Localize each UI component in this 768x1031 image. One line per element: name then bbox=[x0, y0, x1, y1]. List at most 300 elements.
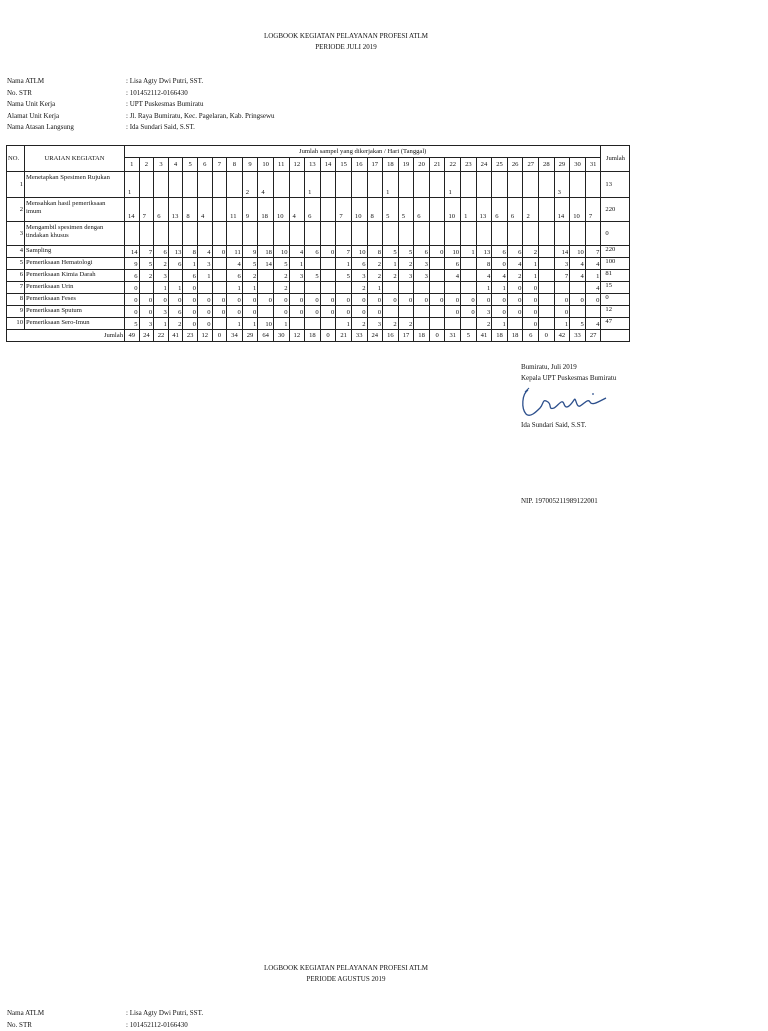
day-cell bbox=[523, 318, 539, 330]
day-value: 9 bbox=[253, 249, 256, 256]
day-cell bbox=[523, 172, 539, 198]
day-cell bbox=[523, 222, 539, 246]
day-cell bbox=[539, 270, 555, 282]
day-value: 0 bbox=[331, 249, 334, 256]
day-cell bbox=[429, 258, 445, 270]
day-number: 27 bbox=[523, 158, 539, 172]
day-value: 13 bbox=[172, 213, 179, 220]
day-value: 6 bbox=[308, 213, 311, 220]
day-cell bbox=[414, 294, 430, 306]
day-cell bbox=[336, 222, 352, 246]
day-total: 0 bbox=[212, 330, 227, 342]
day-value: 0 bbox=[163, 297, 166, 304]
day-cell bbox=[227, 318, 243, 330]
day-cell bbox=[554, 198, 570, 222]
day-cell bbox=[476, 270, 492, 282]
day-cell bbox=[258, 172, 274, 198]
activity-name-cell bbox=[25, 282, 125, 294]
day-cell bbox=[367, 198, 383, 222]
row-total-value: 15 bbox=[605, 282, 612, 289]
day-cell bbox=[168, 258, 183, 270]
day-cell bbox=[351, 318, 367, 330]
day-cell bbox=[507, 222, 523, 246]
day-cell bbox=[139, 172, 154, 198]
day-cell bbox=[429, 270, 445, 282]
day-cell bbox=[154, 294, 169, 306]
day-cell bbox=[492, 306, 508, 318]
info-label: No. STR bbox=[7, 1020, 32, 1031]
day-value: 6 bbox=[417, 213, 420, 220]
day-value: 1 bbox=[163, 285, 166, 292]
day-value: 1 bbox=[534, 261, 537, 268]
day-cell bbox=[212, 246, 227, 258]
day-cell bbox=[461, 172, 477, 198]
day-cell bbox=[183, 318, 198, 330]
day-cell bbox=[336, 306, 352, 318]
day-cell bbox=[367, 246, 383, 258]
row-number-cell bbox=[7, 306, 25, 318]
day-value: 0 bbox=[237, 297, 240, 304]
day-total: 18 bbox=[414, 330, 430, 342]
day-total: 64 bbox=[258, 330, 274, 342]
day-number: 1 bbox=[125, 158, 140, 172]
day-cell bbox=[414, 246, 430, 258]
day-cell bbox=[258, 246, 274, 258]
activity-name: Pemeriksaan Sputum bbox=[26, 307, 124, 315]
row-number: 5 bbox=[20, 259, 23, 266]
day-cell bbox=[336, 282, 352, 294]
day-total: 29 bbox=[242, 330, 258, 342]
day-value: 0 bbox=[471, 297, 474, 304]
day-value: 6 bbox=[134, 273, 137, 280]
day-value: 8 bbox=[193, 249, 196, 256]
day-cell bbox=[383, 306, 399, 318]
activity-name-cell bbox=[25, 258, 125, 270]
table-row bbox=[7, 172, 630, 198]
day-value: 5 bbox=[315, 273, 318, 280]
day-cell bbox=[336, 246, 352, 258]
day-value: 0 bbox=[253, 297, 256, 304]
day-number: 16 bbox=[351, 158, 367, 172]
day-cell bbox=[197, 306, 212, 318]
day-value: 6 bbox=[503, 249, 506, 256]
day-total: 30 bbox=[273, 330, 289, 342]
day-value: 2 bbox=[518, 273, 521, 280]
row-total bbox=[601, 198, 630, 222]
day-cell bbox=[258, 258, 274, 270]
day-value: 18 bbox=[261, 213, 268, 220]
day-value: 0 bbox=[596, 297, 599, 304]
day-cell bbox=[570, 318, 586, 330]
day-cell bbox=[351, 258, 367, 270]
day-number: 5 bbox=[183, 158, 198, 172]
day-cell bbox=[429, 222, 445, 246]
day-total: 41 bbox=[476, 330, 492, 342]
day-cell bbox=[461, 198, 477, 222]
day-cell bbox=[258, 222, 274, 246]
day-cell bbox=[168, 172, 183, 198]
info-value: : UPT Puskesmas Bumiratu bbox=[126, 99, 203, 111]
day-cell bbox=[367, 222, 383, 246]
activity-name: Pemeriksaan Feses bbox=[26, 295, 124, 303]
day-cell bbox=[242, 306, 258, 318]
day-total: 33 bbox=[351, 330, 367, 342]
day-cell bbox=[125, 306, 140, 318]
day-cell bbox=[258, 282, 274, 294]
day-value: 6 bbox=[518, 249, 521, 256]
day-value: 1 bbox=[448, 189, 451, 196]
day-value: 3 bbox=[163, 309, 166, 316]
row-number-cell bbox=[7, 258, 25, 270]
day-cell bbox=[351, 198, 367, 222]
day-value: 0 bbox=[534, 321, 537, 328]
day-cell bbox=[273, 294, 289, 306]
day-value: 2 bbox=[362, 321, 365, 328]
day-cell bbox=[398, 222, 414, 246]
day-cell bbox=[429, 198, 445, 222]
day-cell bbox=[383, 294, 399, 306]
day-total: 12 bbox=[289, 330, 305, 342]
day-cell bbox=[383, 222, 399, 246]
day-cell bbox=[507, 318, 523, 330]
day-value: 3 bbox=[207, 261, 210, 268]
day-cell bbox=[351, 294, 367, 306]
row-total-value: 100 bbox=[605, 258, 615, 265]
day-value: 5 bbox=[402, 213, 405, 220]
day-number: 6 bbox=[197, 158, 212, 172]
day-cell bbox=[320, 270, 336, 282]
day-value: 1 bbox=[253, 285, 256, 292]
day-cell bbox=[320, 246, 336, 258]
day-value: 1 bbox=[237, 285, 240, 292]
day-value: 3 bbox=[425, 261, 428, 268]
day-cell bbox=[197, 270, 212, 282]
day-value: 0 bbox=[193, 285, 196, 292]
day-value: 6 bbox=[178, 261, 181, 268]
row-total bbox=[601, 294, 630, 306]
day-cell bbox=[429, 282, 445, 294]
day-cell bbox=[492, 246, 508, 258]
day-cell bbox=[125, 294, 140, 306]
day-value: 10 bbox=[265, 321, 272, 328]
day-cell bbox=[336, 172, 352, 198]
day-cell bbox=[305, 282, 321, 294]
col-header-uraian: URAIAN KEGIATAN bbox=[25, 146, 125, 172]
day-value: 0 bbox=[503, 309, 506, 316]
day-cell bbox=[398, 246, 414, 258]
day-cell bbox=[585, 246, 601, 258]
day-value: 3 bbox=[565, 261, 568, 268]
day-cell bbox=[273, 258, 289, 270]
day-value: 0 bbox=[565, 297, 568, 304]
signature-scribble bbox=[518, 386, 610, 420]
day-cell bbox=[476, 282, 492, 294]
day-cell bbox=[125, 198, 140, 222]
day-cell bbox=[154, 198, 169, 222]
day-cell bbox=[570, 198, 586, 222]
day-cell bbox=[168, 282, 183, 294]
day-value: 1 bbox=[237, 321, 240, 328]
row-number: 2 bbox=[20, 206, 23, 213]
info-label: Alamat Unit Kerja bbox=[7, 111, 59, 123]
day-value: 8 bbox=[487, 261, 490, 268]
day-cell bbox=[585, 258, 601, 270]
day-total: 12 bbox=[197, 330, 212, 342]
day-cell bbox=[523, 282, 539, 294]
day-cell bbox=[367, 294, 383, 306]
row-total-value: 0 bbox=[605, 294, 608, 301]
row-number: 4 bbox=[20, 247, 23, 254]
day-total: 27 bbox=[585, 330, 601, 342]
day-cell bbox=[183, 294, 198, 306]
day-cell bbox=[383, 282, 399, 294]
day-value: 7 bbox=[565, 273, 568, 280]
day-cell bbox=[554, 246, 570, 258]
day-cell bbox=[154, 172, 169, 198]
day-cell bbox=[227, 246, 243, 258]
day-cell bbox=[539, 294, 555, 306]
day-value: 7 bbox=[149, 249, 152, 256]
row-number: 9 bbox=[20, 307, 23, 314]
day-value: 0 bbox=[565, 309, 568, 316]
day-cell bbox=[539, 306, 555, 318]
day-cell bbox=[414, 306, 430, 318]
day-value: 1 bbox=[300, 261, 303, 268]
day-cell bbox=[523, 294, 539, 306]
day-cell bbox=[227, 172, 243, 198]
day-value: 2 bbox=[378, 273, 381, 280]
day-cell bbox=[242, 172, 258, 198]
day-value: 0 bbox=[534, 285, 537, 292]
totals-row bbox=[7, 330, 630, 342]
day-cell bbox=[414, 198, 430, 222]
day-number: 20 bbox=[414, 158, 430, 172]
table-row bbox=[7, 282, 630, 294]
activity-name-cell bbox=[25, 198, 125, 222]
day-value: 4 bbox=[261, 189, 264, 196]
day-cell bbox=[570, 172, 586, 198]
day-cell bbox=[414, 270, 430, 282]
day-value: 4 bbox=[237, 261, 240, 268]
day-cell bbox=[414, 258, 430, 270]
day-value: 3 bbox=[425, 273, 428, 280]
day-cell bbox=[476, 318, 492, 330]
day-total: 17 bbox=[398, 330, 414, 342]
day-number: 10 bbox=[258, 158, 274, 172]
row-total-value: 220 bbox=[605, 246, 615, 253]
day-cell bbox=[289, 198, 305, 222]
day-value: 7 bbox=[596, 249, 599, 256]
page2-period: PERIODE AGUSTUS 2019 bbox=[0, 974, 692, 984]
day-cell bbox=[539, 318, 555, 330]
row-total-value: 47 bbox=[605, 318, 612, 325]
day-total: 41 bbox=[168, 330, 183, 342]
row-total-value: 0 bbox=[605, 230, 608, 237]
day-cell bbox=[168, 198, 183, 222]
day-value: 2 bbox=[487, 321, 490, 328]
day-value: 4 bbox=[487, 273, 490, 280]
day-cell bbox=[461, 306, 477, 318]
day-value: 3 bbox=[378, 321, 381, 328]
day-cell bbox=[492, 198, 508, 222]
day-value: 4 bbox=[207, 249, 210, 256]
day-cell bbox=[445, 258, 461, 270]
day-value: 13 bbox=[484, 249, 491, 256]
day-value: 8 bbox=[371, 213, 374, 220]
day-value: 1 bbox=[308, 189, 311, 196]
day-cell bbox=[154, 282, 169, 294]
day-cell bbox=[320, 282, 336, 294]
day-value: 1 bbox=[503, 285, 506, 292]
info-label: Nama Unit Kerja bbox=[7, 99, 55, 111]
day-cell bbox=[154, 246, 169, 258]
day-value: 0 bbox=[362, 309, 365, 316]
info-value: : Lisa Agty Dwi Putri, SST. bbox=[126, 1008, 203, 1020]
day-value: 7 bbox=[339, 213, 342, 220]
info-value: : Jl. Raya Bumiratu, Kec. Pagelaran, Kab. Pringsewu bbox=[126, 111, 275, 123]
day-cell bbox=[351, 306, 367, 318]
day-cell bbox=[258, 270, 274, 282]
row-total bbox=[601, 306, 630, 318]
day-cell bbox=[585, 222, 601, 246]
day-total: 24 bbox=[139, 330, 154, 342]
day-cell bbox=[445, 270, 461, 282]
day-value: 1 bbox=[464, 213, 467, 220]
day-cell bbox=[154, 258, 169, 270]
day-cell bbox=[383, 270, 399, 282]
row-total bbox=[601, 246, 630, 258]
day-value: 0 bbox=[503, 261, 506, 268]
day-value: 0 bbox=[134, 297, 137, 304]
day-cell bbox=[554, 306, 570, 318]
day-cell bbox=[554, 258, 570, 270]
day-cell bbox=[461, 294, 477, 306]
day-value: 5 bbox=[393, 249, 396, 256]
day-cell bbox=[476, 198, 492, 222]
day-value: 11 bbox=[230, 213, 236, 220]
col-header-no: NO. bbox=[7, 146, 25, 172]
day-cell bbox=[336, 270, 352, 282]
day-value: 6 bbox=[495, 213, 498, 220]
day-value: 1 bbox=[347, 321, 350, 328]
day-value: 13 bbox=[480, 213, 487, 220]
day-cell bbox=[554, 270, 570, 282]
day-value: 2 bbox=[284, 273, 287, 280]
day-value: 10 bbox=[355, 213, 362, 220]
day-cell bbox=[305, 294, 321, 306]
day-value: 1 bbox=[178, 285, 181, 292]
day-number: 15 bbox=[336, 158, 352, 172]
day-cell bbox=[554, 282, 570, 294]
day-value: 0 bbox=[378, 309, 381, 316]
info-label: Nama Atasan Langsung bbox=[7, 122, 74, 134]
day-cell bbox=[227, 294, 243, 306]
activity-name-cell bbox=[25, 246, 125, 258]
day-value: 2 bbox=[163, 261, 166, 268]
day-value: 0 bbox=[534, 309, 537, 316]
day-value: 14 bbox=[562, 249, 569, 256]
day-value: 5 bbox=[409, 249, 412, 256]
day-value: 10 bbox=[577, 249, 584, 256]
day-cell bbox=[570, 246, 586, 258]
day-value: 0 bbox=[207, 297, 210, 304]
row-total-value: 220 bbox=[605, 206, 615, 213]
day-cell bbox=[139, 246, 154, 258]
day-cell bbox=[351, 222, 367, 246]
day-total: 34 bbox=[227, 330, 243, 342]
day-cell bbox=[523, 258, 539, 270]
day-cell bbox=[398, 198, 414, 222]
day-cell bbox=[398, 258, 414, 270]
day-total: 23 bbox=[183, 330, 198, 342]
day-number: 19 bbox=[398, 158, 414, 172]
day-cell bbox=[139, 270, 154, 282]
grand-total-cell bbox=[601, 330, 630, 342]
day-value: 0 bbox=[456, 309, 459, 316]
activity-name-cell bbox=[25, 318, 125, 330]
day-cell bbox=[570, 306, 586, 318]
day-value: 6 bbox=[425, 249, 428, 256]
activity-name: Mengambil spesimen dengan tindakan khusus bbox=[26, 224, 122, 240]
day-value: 0 bbox=[487, 297, 490, 304]
day-total: 24 bbox=[367, 330, 383, 342]
day-cell bbox=[273, 172, 289, 198]
day-cell bbox=[289, 306, 305, 318]
row-total-value: 81 bbox=[605, 270, 612, 277]
day-cell bbox=[212, 294, 227, 306]
day-cell bbox=[414, 318, 430, 330]
day-cell bbox=[507, 294, 523, 306]
activity-name: Menetapkan Spesimen Rujukan bbox=[26, 174, 122, 182]
day-cell bbox=[183, 258, 198, 270]
activity-name: Sampling bbox=[26, 247, 124, 255]
info-label: Nama ATLM bbox=[7, 1008, 44, 1020]
day-cell bbox=[289, 270, 305, 282]
day-cell bbox=[289, 222, 305, 246]
day-value: 0 bbox=[284, 309, 287, 316]
day-total: 0 bbox=[320, 330, 336, 342]
day-cell bbox=[367, 270, 383, 282]
day-cell bbox=[414, 282, 430, 294]
day-cell bbox=[507, 172, 523, 198]
day-value: 14 bbox=[128, 213, 135, 220]
day-value: 0 bbox=[269, 297, 272, 304]
day-cell bbox=[585, 318, 601, 330]
day-value: 6 bbox=[178, 309, 181, 316]
day-cell bbox=[125, 246, 140, 258]
day-value: 1 bbox=[163, 321, 166, 328]
day-cell bbox=[492, 222, 508, 246]
day-cell bbox=[336, 318, 352, 330]
row-number-cell bbox=[7, 198, 25, 222]
page-title: LOGBOOK KEGIATAN PELAYANAN PROFESI ATLM bbox=[0, 31, 692, 41]
table-row bbox=[7, 222, 630, 246]
table-row bbox=[7, 270, 630, 282]
day-value: 0 bbox=[178, 297, 181, 304]
day-total: 18 bbox=[305, 330, 321, 342]
row-number-cell bbox=[7, 222, 25, 246]
day-value: 9 bbox=[134, 261, 137, 268]
day-cell bbox=[320, 258, 336, 270]
day-cell bbox=[570, 222, 586, 246]
row-number-cell bbox=[7, 246, 25, 258]
day-cell bbox=[570, 258, 586, 270]
day-cell bbox=[212, 222, 227, 246]
activity-name: Pemeriksaan Hematologi bbox=[26, 259, 124, 267]
day-cell bbox=[125, 172, 140, 198]
day-value: 4 bbox=[596, 285, 599, 292]
activity-name-cell bbox=[25, 294, 125, 306]
